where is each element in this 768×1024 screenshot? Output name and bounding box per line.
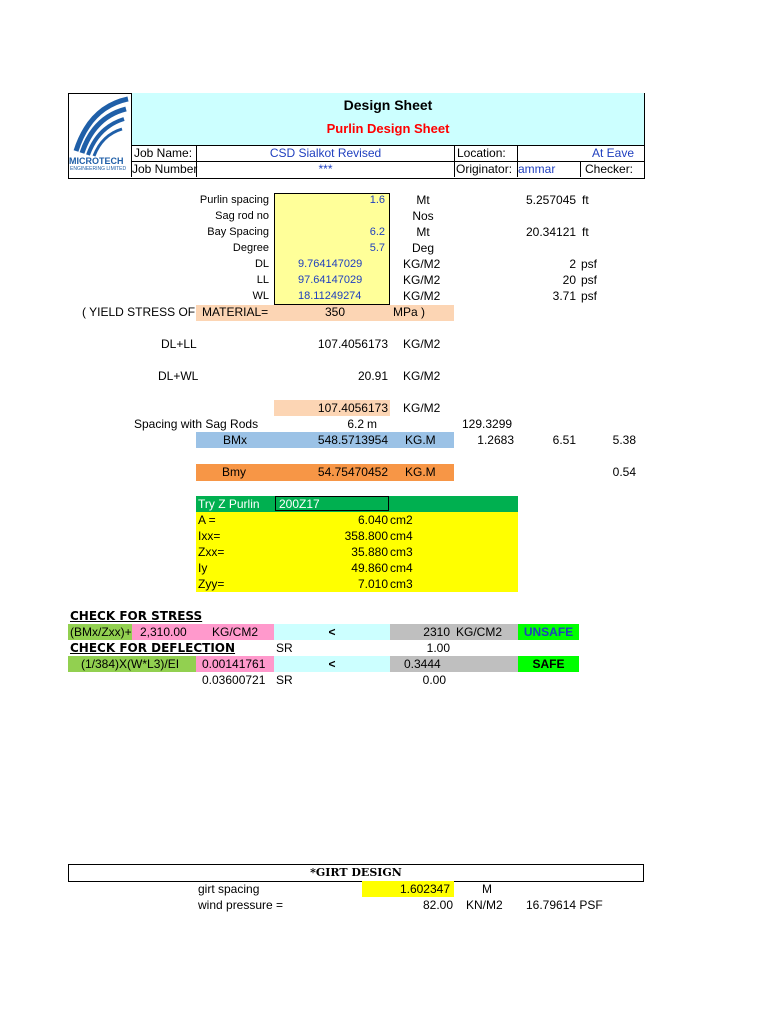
stress-allow-unit: KG/CM2 (456, 625, 503, 639)
girt-spacing-label: girt spacing (198, 882, 260, 896)
bmx-unit: KG.M (405, 433, 436, 447)
prop-name: A = (198, 513, 216, 527)
input-conv-unit: psf (581, 273, 598, 287)
input-conv-unit: psf (581, 289, 598, 303)
deflection-allow: 0.3444 (404, 657, 441, 671)
purlin-label: Try Z Purlin (198, 497, 260, 511)
input-label: DL (254, 258, 269, 270)
stress-heading: CHECK FOR STRESS (70, 609, 203, 623)
input-conv-unit: ft (582, 225, 589, 239)
input-unit: Mt (416, 193, 430, 207)
stress-unit: KG/CM2 (212, 625, 259, 639)
deflection-extra-value: 0.03600721 (202, 673, 266, 687)
deflection-result: SAFE (532, 657, 565, 671)
wind-pressure-conv: 16.79614 PSF (526, 898, 603, 912)
input-conv-unit: psf (581, 257, 598, 271)
input-unit: KG/M2 (403, 289, 441, 303)
max-load-unit: KG/M2 (403, 401, 441, 415)
job-name-label: Job Name: (134, 146, 193, 160)
stress-allow: 2310 (423, 625, 450, 639)
input-conv: 20.34121 (526, 225, 577, 239)
deflection-sr-label: SR (276, 641, 293, 655)
prop-value: 7.010 (357, 577, 388, 591)
combo-value: 107.4056173 (317, 337, 388, 351)
input-label: Purlin spacing (199, 194, 269, 206)
originator-field[interactable]: ammar (518, 162, 556, 176)
sag-extra: 129.3299 (462, 417, 513, 431)
yield-label: MATERIAL= (202, 305, 269, 319)
bmx-label: BMx (223, 433, 247, 447)
girt-title: *GIRT DESIGN (310, 866, 402, 879)
page-title: Design Sheet (343, 97, 433, 113)
deflection-value: 0.00141761 (202, 657, 266, 671)
bmx-v2: 6.51 (552, 433, 576, 447)
bmx-v1: 1.2683 (477, 433, 514, 447)
input-label: Sag rod no (215, 210, 269, 222)
combo-unit: KG/M2 (403, 369, 441, 383)
ll-input[interactable]: 97.64147029 (298, 274, 363, 286)
header-divider (580, 161, 581, 177)
prop-value: 35.880 (351, 545, 388, 559)
location-field[interactable]: At Eave (591, 146, 634, 160)
wind-pressure-unit: KN/M2 (466, 898, 503, 912)
bmy-v3: 0.54 (612, 465, 636, 479)
sag-label: Spacing with Sag Rods (134, 417, 259, 431)
max-load-value: 107.4056173 (317, 401, 388, 415)
prop-name: Zxx= (198, 545, 225, 559)
checker-label: Checker: (585, 162, 634, 176)
prop-unit: cm3 (390, 577, 413, 591)
input-unit: KG/M2 (403, 273, 441, 287)
combo-label: DL+WL (158, 369, 199, 383)
yield-input[interactable]: 350 (324, 305, 346, 319)
wind-pressure-label: wind pressure = (198, 898, 284, 912)
logo (68, 93, 132, 177)
prop-unit: cm3 (390, 545, 413, 559)
sag-unit: m (367, 417, 377, 431)
deflection-sr-value: 1.00 (426, 641, 450, 655)
input-conv-unit: ft (582, 193, 589, 207)
yield-unit: MPa ) (393, 305, 426, 319)
prop-name: Ixx= (198, 529, 221, 543)
sag-value: 6.2 (347, 417, 364, 431)
prop-value: 49.860 (351, 561, 388, 575)
combo-value: 20.91 (357, 369, 388, 383)
stress-formula-cell (68, 624, 132, 640)
deflection-heading: CHECK FOR DEFLECTION (70, 641, 236, 655)
yield-prefix: ( YIELD STRESS OF (82, 305, 196, 319)
prop-unit: cm4 (390, 561, 413, 575)
deflection-op: < (328, 657, 336, 671)
header-divider (454, 145, 455, 177)
prop-unit: cm2 (390, 513, 413, 527)
bmx-v3: 5.38 (612, 433, 636, 447)
prop-name: Iy (198, 561, 208, 575)
deflection-extra-label: SR (276, 673, 293, 687)
deflection-formula: (1/384)X(W*L3)/EI (81, 657, 180, 671)
bmx-value: 548.5713954 (317, 433, 388, 447)
combo-unit: KG/M2 (403, 337, 441, 351)
bmy-unit: KG.M (405, 465, 436, 479)
input-conv: 20 (562, 273, 576, 287)
purlin-section-select[interactable]: 200Z17 (275, 496, 389, 511)
input-unit: Deg (411, 241, 434, 255)
input-unit: Nos (412, 209, 434, 223)
input-label: Bay Spacing (207, 226, 269, 238)
wl-input[interactable]: 18.11249274 (298, 290, 362, 302)
job-number-field[interactable]: *** (318, 162, 333, 176)
stress-op: < (328, 625, 336, 639)
girt-spacing-input[interactable]: 1.602347 (399, 882, 450, 896)
originator-label: Originator: (456, 162, 513, 176)
input-unit: Mt (416, 225, 430, 239)
logo-subtext: ENGINEERING LIMITED (70, 166, 127, 172)
prop-name: Zyy= (198, 577, 225, 591)
bmy-value: 54.75470452 (317, 465, 388, 479)
page-subtitle: Purlin Design Sheet (326, 121, 450, 136)
deflection-extra-sr: 0.00 (422, 673, 446, 687)
bay-spacing-input[interactable]: 6.2 (369, 226, 385, 238)
job-number-label: Job Number (132, 162, 198, 176)
stress-result: UNSAFE (523, 625, 574, 639)
stress-formula: (BMx/Zxx)+ (70, 625, 132, 639)
bmy-label: Bmy (222, 465, 246, 479)
girt-spacing-unit: M (482, 882, 492, 896)
logo-text: MICROTECH (69, 156, 124, 166)
input-conv: 5.257045 (526, 193, 577, 207)
degree-input[interactable]: 5.7 (369, 242, 385, 254)
input-conv: 2 (569, 257, 576, 271)
job-name-field[interactable]: CSD Sialkot Revised (269, 146, 382, 160)
input-conv: 3.71 (552, 289, 576, 303)
input-label: WL (252, 290, 269, 302)
input-unit: KG/M2 (403, 257, 441, 271)
purlin-spacing-input[interactable]: 1.6 (369, 194, 385, 206)
combo-label: DL+LL (161, 337, 197, 351)
stress-value: 2,310.00 (140, 625, 187, 639)
wind-pressure-value: 82.00 (422, 898, 453, 912)
prop-value: 6.040 (357, 513, 388, 527)
prop-value: 358.800 (344, 529, 388, 543)
dl-input[interactable]: 9.764147029 (298, 258, 363, 270)
prop-unit: cm4 (390, 529, 413, 543)
input-label: LL (256, 274, 269, 286)
input-label: Degree (232, 242, 269, 254)
location-label: Location: (457, 146, 506, 160)
